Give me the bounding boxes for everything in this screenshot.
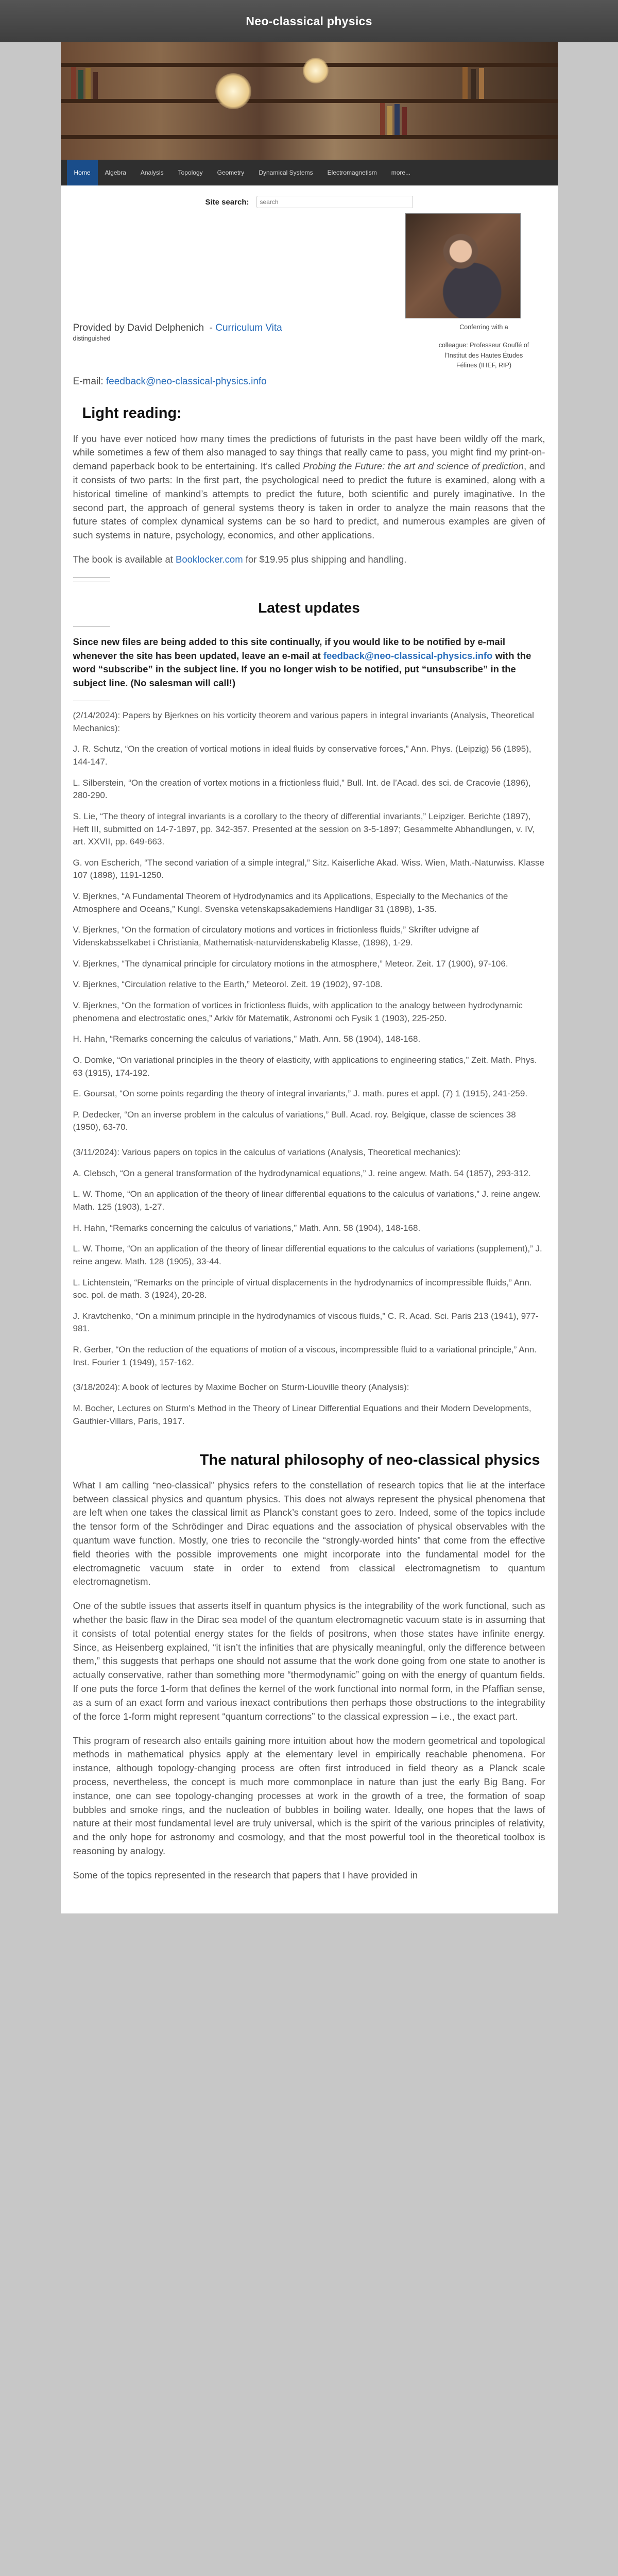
reference-entry: V. Bjerknes, “The dynamical principle for circulatory motions in the atmosphere,” Meteor. Zeit. 17 (1900), 97-106. — [73, 958, 508, 969]
email-label: E-mail: — [73, 376, 104, 387]
nav-item-home[interactable]: Home — [67, 160, 98, 185]
philosophy-paragraph: This program of research also entails gaining more intuition about how the modern geometrical and topological methods in mathematical physics apply at the elementary level in empirically reachable phenomena. For instance, although topology-changing process are often first introduced in field theory as a Planck scale process, nevertheless, the concept is much more commonplace in nature than just the early Big Bang. For instance, one can see topology-changing processes at work in the growth of a tree, the formation of soap bubbles and smoke rings, and the nucleation of bubbles in boiling water. Ideally, one hopes that the laws of nature at their most fundamental level are truly universal, which is the spirit of the various principles of relativity, and the only hope for astronomy and cosmology, and that the most powerful tool in the theoretical toolbox is reasoning by analogy. — [73, 1735, 545, 1857]
updates-list — [73, 709, 545, 1428]
email-line — [73, 376, 545, 387]
reference-entry: A. Clebsch, “On a general transformation of the hydrodynamical equations,” J. reine angew. Math. 54 (1857), 293-312. — [73, 1168, 531, 1178]
distinguished-text: distinguished — [73, 335, 111, 342]
photo-caption — [423, 323, 545, 371]
cv-link[interactable]: Curriculum Vita — [215, 323, 282, 333]
intro-row — [73, 323, 545, 371]
author-photo-row — [73, 213, 545, 318]
latest-updates-heading: Latest updates — [258, 599, 360, 616]
nav-item-dynamical-systems[interactable]: Dynamical Systems — [259, 169, 313, 176]
main-content — [61, 185, 558, 1913]
library-banner-image — [61, 42, 558, 160]
provided-by-text: Provided by David Delphenich — [73, 323, 204, 333]
author-with-cat-photo — [405, 213, 521, 318]
caption-line: Conferring with a — [459, 324, 508, 331]
reference-entry: H. Hahn, “Remarks concerning the calculus of variations,” Math. Ann. 58 (1904), 148-168. — [73, 1034, 421, 1044]
light-reading-heading: Light reading: — [82, 404, 182, 421]
nav-item-analysis[interactable]: Analysis — [140, 169, 164, 176]
reference-entry: O. Domke, “On variational principles in the theory of elasticity, with applications to engineering statics,” Zeit. Math. Phys. 63 (1915), 174-192. — [73, 1055, 537, 1078]
reference-entry: G. von Escherich, “The second variation of a simple integral,” Sitz. Kaiserliche Akad. Wiss. Wien, Math.-Naturwiss. Klasse 107 (1898), 1191-1250. — [73, 857, 545, 880]
subscribe-notice: Since new files are being added to this site continually, if you would like to be notified by e-mail whenever the site has been updated, leave an e-mail at feedback@neo-classical-physics.info with the word “subscribe” in the subject line. If you no longer wish to be notified, put “unsubscribe” in the subject line. (No salesman will call!) — [73, 636, 531, 689]
site-header — [0, 0, 618, 42]
reference-entry: L. Lichtenstein, “Remarks on the principle of virtual displacements in the hydrodynamics of incompressible fluids,” Ann. soc. pol. de math. 3 (1924), 20-28. — [73, 1277, 532, 1300]
book-availability: The book is available at Booklocker.com for $19.95 plus shipping and handling. — [73, 554, 407, 565]
caption-line: colleague: Professeur Gouffé of — [438, 342, 529, 349]
reference-entry: V. Bjerknes, “On the formation of circulatory motions and vortices in frictionless fluids,” Skrifter udvigne af Videnskabsselkabet i Christiania, Mathematisk-naturvidenskabelig Klasse, (1898), 1-29. — [73, 925, 479, 948]
caption-line: l’Institut des Hautes Études — [444, 351, 523, 359]
provided-by: Provided by David Delphenich - Curriculum Vita — [73, 323, 282, 333]
book-description: If you have ever noticed how many times the predictions of futurists in the past have been wildly off the mark, while sometimes a few of them also managed to say things that really came to pass, you might find my print-on-demand paperback book to be entertaining. It’s called Probing the Future: the art and science of prediction, and it consists of two parts: In the first part, the psychological need to predict the future is examined, along with a historical timeline of mankind’s attempts to predict the future, both scientific and purely imaginative. In the second part, the approach of general systems theory is taken in order to analyze the main reasons that the future states of complex dynamical systems can be so hard to predict, and numerous examples are given of such systems in nature, psychology, economics, and other applications. — [73, 433, 545, 541]
reference-entry: R. Gerber, “On the reduction of the equations of motion of a viscous, incompressible fluid to a variational principle,” Ann. Inst. Fourier 1 (1949), 157-162. — [73, 1345, 537, 1367]
reference-entry: E. Goursat, “On some points regarding the theory of integral invariants,” J. math. pures et appl. (7) 1 (1915), 241-259. — [73, 1089, 528, 1099]
search-input[interactable] — [256, 196, 413, 208]
reference-entry: V. Bjerknes, “Circulation relative to the Earth,” Meteorol. Zeit. 19 (1902), 97-108. — [73, 979, 383, 990]
reference-entry: J. Kravtchenko, “On a minimum principle in the hydrodynamics of viscous fluids,” C. R. Acad. Sci. Paris 213 (1941), 977-981. — [73, 1311, 539, 1334]
search-label: Site search: — [205, 197, 249, 207]
nav-item-algebra[interactable]: Algebra — [105, 169, 126, 176]
reference-entry: L. Silberstein, “On the creation of vortex motions in a frictionless fluid,” Bull. Int. de l’Acad. des sci. de Cracovie (1896), 280-290. — [73, 777, 531, 801]
update-group-intro: (3/11/2024): Various papers on topics in the calculus of variations (Analysis, Theoretical mechanics): — [73, 1147, 461, 1158]
site-search — [73, 185, 545, 213]
caption-line: Félines (IHEF, RIP) — [456, 362, 511, 369]
reference-entry: L. W. Thome, “On an application of the theory of linear differential equations to the calculus of variations (supplement),” J. reine angew. Math. 128 (1905), 33-44. — [73, 1244, 542, 1266]
philosophy-body — [73, 1479, 545, 1883]
reference-entry: J. R. Schutz, “On the creation of vortical motions in ideal fluids by conservative forces,” Ann. Phys. (Leipzig) 56 (1895), 144-147. — [73, 744, 531, 767]
philosophy-paragraph: What I am calling “neo-classical” physics refers to the constellation of research topics that lie at the interface between classical physics and quantum physics. This does not always represent the physical phenomena that are left when one takes the classical limit as Planck’s constant goes to zero. Indeed, some of the topics include the tensor form of the Schrödinger and Dirac equations and the association of physical observables with the quantum wave function. Mostly, one tries to reconcile the “strongly-worded hints” that come from the effective field theories with the possible improvements one might incorporate into the fundamental model for the electromagnetic vacuum state in order to extend from classical electromagnetism to quantum electromagnetism. — [73, 1479, 545, 1587]
divider — [73, 626, 110, 627]
email-link[interactable]: feedback@neo-classical-physics.info — [106, 376, 267, 387]
natural-philosophy-heading: The natural philosophy of neo-classical physics — [199, 1452, 540, 1469]
divider — [73, 577, 110, 578]
update-group-intro: (3/18/2024): A book of lectures by Maxime Bocher on Sturm-Liouville theory (Analysis): — [73, 1382, 409, 1393]
reference-entry: H. Hahn, “Remarks concerning the calculus of variations,” Math. Ann. 58 (1904), 148-168. — [73, 1223, 421, 1233]
reference-entry: V. Bjerknes, “A Fundamental Theorem of Hydrodynamics and its Applications, Especially to the Mechanics of the Atmosphere and Oceans,” Kungl. Svenska vetenskapsakademiens Handligar 31 (1898), 1-35. — [73, 891, 508, 914]
reference-entry: M. Bocher, Lectures on Sturm’s Method in the Theory of Linear Differential Equations and their Modern Developments, Gauthier-Villars, Paris, 1917. — [73, 1403, 531, 1426]
reference-entry: L. W. Thome, “On an application of the theory of linear differential equations to the calculus of variations,” J. reine angew. Math. 125 (1903), 1-27. — [73, 1189, 541, 1212]
philosophy-paragraph: Some of the topics represented in the research that papers that I have provided in — [73, 1869, 418, 1880]
reference-entry: P. Dedecker, “On an inverse problem in the calculus of variations,” Bull. Acad. roy. Belgique, classe de sciences 38 (1950), 63-70. — [73, 1109, 516, 1132]
nav-item-electromagnetism[interactable]: Electromagnetism — [327, 169, 377, 176]
book-title: Probing the Future: the art and science of prediction — [303, 461, 524, 472]
nav-item-topology[interactable]: Topology — [178, 169, 203, 176]
update-group-intro: (2/14/2024): Papers by Bjerknes on his vorticity theorem and various papers in integral invariants (Analysis, Theoretical Mechanics): — [73, 710, 534, 733]
philosophy-paragraph: One of the subtle issues that asserts itself in quantum physics is the integrability of the work functional, such as whether the basic flaw in the Dirac sea model of the quantum electromagnetic vacuum state is in assuming that it consists of total potential energy states for the fields of positrons, when those states have infinite energy. Since, as Heisenberg explained, “it isn’t the infinities that are physically meaningful, only the difference between them,” this suggests that perhaps one should not assume that the work done going from one state to another is actually conservative, rather than something more “thermodynamic” going on with the energy of quantum fields. If one puts the force 1-form that defines the kernel of the work functional into normal form, in the Pfaffian sense, as a sum of an exact form and various inexact contributions then perhaps those obstructions to the integrability of the force 1-form might represent “quantum corrections” to the classical expression – i.e., the exact part. — [73, 1600, 545, 1722]
reference-entry: S. Lie, “The theory of integral invariants is a corollary to the theory of differential invariants,” Leipziger. Berichte (1897), Heft III, submitted on 14-7-1897, pp. 342-357. Presented at the session on 3-5-1897; Gesammelte Abhandlungen, v. IV, art. XXVII, pp. 649-663. — [73, 811, 535, 847]
reference-entry: V. Bjerknes, “On the formation of vortices in frictionless fluids, with application to the analogy between hydrodynamic phenomena and electrostatic ones,” Arkiv för Matematik, Astronomi och Fysik 1 (1903), 225-250. — [73, 1000, 523, 1023]
main-nav — [61, 160, 558, 185]
booklocker-link[interactable]: Booklocker.com — [176, 554, 243, 565]
page-wrapper — [61, 42, 558, 1913]
nav-item-more[interactable]: more... — [391, 169, 411, 176]
subscribe-email-link[interactable]: feedback@neo-classical-physics.info — [323, 650, 493, 661]
site-title: Neo-classical physics — [246, 14, 372, 28]
nav-item-geometry[interactable]: Geometry — [217, 169, 245, 176]
